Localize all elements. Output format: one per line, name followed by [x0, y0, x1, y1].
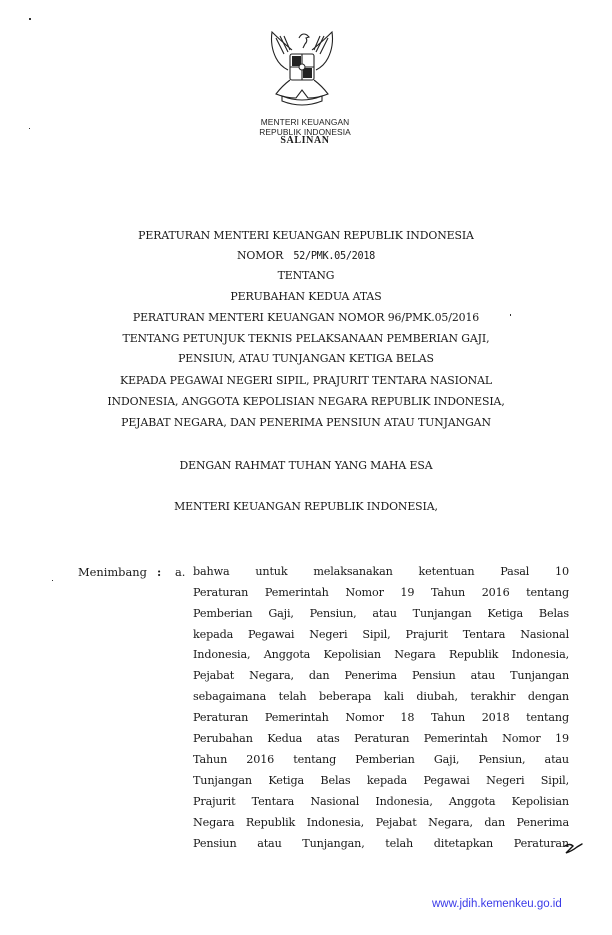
- considering-label: Menimbang: [78, 565, 147, 579]
- subject-line: PERATURAN MENTERI KEUANGAN NOMOR 96/PMK.05/2016: [132, 311, 480, 324]
- paragraph-line: Peraturan Pemerintah Nomor 18 Tahun 2018 tentang: [193, 711, 569, 724]
- subject-line: TENTANG PETUNJUK TEKNIS PELAKSANAAN PEMBERIAN GAJI,: [122, 332, 490, 345]
- about-heading: TENTANG: [277, 269, 335, 282]
- paragraph-line: sebagaimana telah beberapa kali diubah, terakhir dengan: [193, 690, 569, 703]
- regulation-number: [0, 249, 612, 264]
- initial-signature-icon: [562, 842, 586, 856]
- paragraph-line: Pejabat Negara, dan Penerima Pensiun atau Tunjangan: [193, 669, 569, 682]
- copy-stamp: SALINAN: [280, 135, 330, 146]
- invocation: DENGAN RAHMAT TUHAN YANG MAHA ESA: [179, 459, 433, 472]
- garuda-pancasila-emblem-icon: [262, 28, 342, 114]
- paragraph-line: Perubahan Kedua atas Peraturan Pemerintah Nomor 19: [193, 732, 569, 745]
- scan-artifact: [29, 128, 30, 129]
- subject-line: PERUBAHAN KEDUA ATAS: [230, 290, 382, 303]
- paragraph-line: Indonesia, Anggota Kepolisian Negara Republik Indonesia,: [193, 648, 569, 661]
- paragraph-line: Tahun 2016 tentang Pemberian Gaji, Pensiun, atau: [193, 753, 569, 766]
- ministry-name-line2: REPUBLIK INDONESIA: [259, 126, 351, 137]
- number-label: NOMOR: [236, 249, 284, 262]
- paragraph-line: Pensiun atau Tunjangan, telah ditetapkan Peraturan: [193, 837, 569, 850]
- considering-colon: :: [157, 565, 162, 579]
- issuer: MENTERI KEUANGAN REPUBLIK INDONESIA,: [174, 500, 438, 513]
- paragraph-line: kepada Pegawai Negeri Sipil, Prajurit Tentara Nasional: [193, 628, 569, 641]
- subject-line: INDONESIA, ANGGOTA KEPOLISIAN NEGARA REPUBLIK INDONESIA,: [107, 395, 505, 408]
- subject-line: PEJABAT NEGARA, DAN PENERIMA PENSIUN ATAU TUNJANGAN: [121, 416, 491, 429]
- scan-artifact: [52, 580, 53, 581]
- jdih-website-link[interactable]: www.jdih.kemenkeu.go.id: [432, 898, 562, 910]
- ministry-name-line1: MENTERI KEUANGAN: [260, 117, 350, 127]
- paragraph-line: Prajurit Tentara Nasional Indonesia, Anggota Kepolisian: [193, 795, 569, 808]
- regulation-title: PERATURAN MENTERI KEUANGAN REPUBLIK INDONESIA: [138, 229, 474, 242]
- paragraph-line: Tunjangan Ketiga Belas kepada Pegawai Negeri Sipil,: [193, 774, 569, 787]
- scan-artifact: [29, 18, 31, 20]
- paragraph-line: Negara Republik Indonesia, Pejabat Negara, dan Penerima: [193, 816, 569, 829]
- paragraph-line: bahwa untuk melaksanakan ketentuan Pasal 10: [193, 565, 569, 578]
- number-value: 52/PMK.05/2018: [293, 251, 375, 262]
- item-letter: a.: [175, 565, 186, 579]
- paragraph-line: Pemberian Gaji, Pensiun, atau Tunjangan Ketiga Belas: [193, 607, 569, 620]
- subject-line: PENSIUN, ATAU TUNJANGAN KETIGA BELAS: [178, 352, 434, 365]
- paragraph-line: Peraturan Pemerintah Nomor 19 Tahun 2016 tentang: [193, 586, 569, 599]
- subject-line: KEPADA PEGAWAI NEGERI SIPIL, PRAJURIT TENTARA NASIONAL: [120, 374, 492, 387]
